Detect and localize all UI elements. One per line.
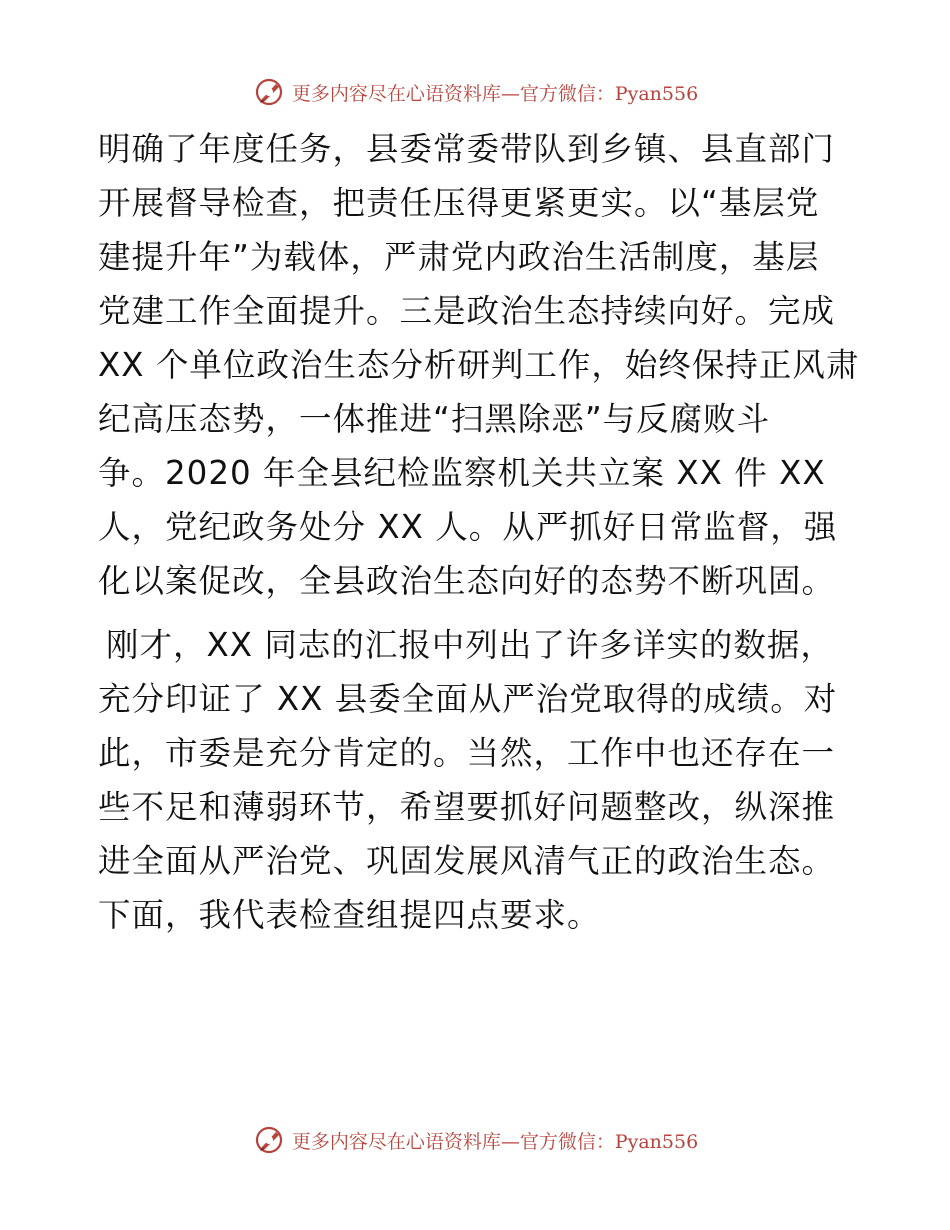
- paragraph-gap: [98, 608, 858, 618]
- header-banner: [0, 72, 950, 112]
- paragraph-2: [98, 618, 858, 942]
- text-line: 充分印证了 XX 县委全面从严治党取得的成绩。对: [98, 680, 838, 718]
- text-line: 人，党纪政务处分 XX 人。从严抓好日常监督，强: [98, 508, 838, 546]
- red-pen-logo-icon: [252, 75, 286, 109]
- text-line: 化以案促改，全县政治生态向好的态势不断巩固。: [98, 562, 836, 600]
- text-line: 明确了年度任务，县委常委带队到乡镇、县直部门: [98, 130, 836, 168]
- text-line: XX 个单位政治生态分析研判工作，始终保持正风肃: [98, 346, 860, 384]
- header-banner-text: 更多内容尽在心语资料库—官方微信：Pyan556: [291, 82, 699, 105]
- paragraph-1: [98, 122, 858, 608]
- text-line: 此，市委是充分肯定的。当然，工作中也还存在一: [98, 734, 836, 772]
- footer-banner: [0, 1120, 950, 1160]
- red-pen-logo-icon: [252, 1123, 286, 1157]
- text-line: 党建工作全面提升。三是政治生态持续向好。完成: [98, 292, 836, 330]
- text-line: 纪高压态势，一体推进“扫黑除恶”与反腐败斗: [98, 400, 771, 438]
- document-body: [98, 122, 858, 942]
- text-line: 下面，我代表检查组提四点要求。: [98, 896, 601, 934]
- text-line: 争。2020 年全县纪检监察机关共立案 XX 件 XX: [98, 454, 826, 492]
- text-line: 刚才，XX 同志的汇报中列出了许多详实的数据，: [106, 626, 834, 664]
- text-line: 建提升年”为载体，严肃党内政治生活制度，基层: [98, 238, 820, 276]
- text-line: 开展督导检查，把责任压得更紧更实。以“基层党: [98, 184, 820, 222]
- footer-banner-text: 更多内容尽在心语资料库—官方微信：Pyan556: [291, 1130, 699, 1153]
- text-line: 些不足和薄弱环节，希望要抓好问题整改，纵深推: [98, 788, 836, 826]
- text-line: 进全面从严治党、巩固发展风清气正的政治生态。: [98, 842, 836, 880]
